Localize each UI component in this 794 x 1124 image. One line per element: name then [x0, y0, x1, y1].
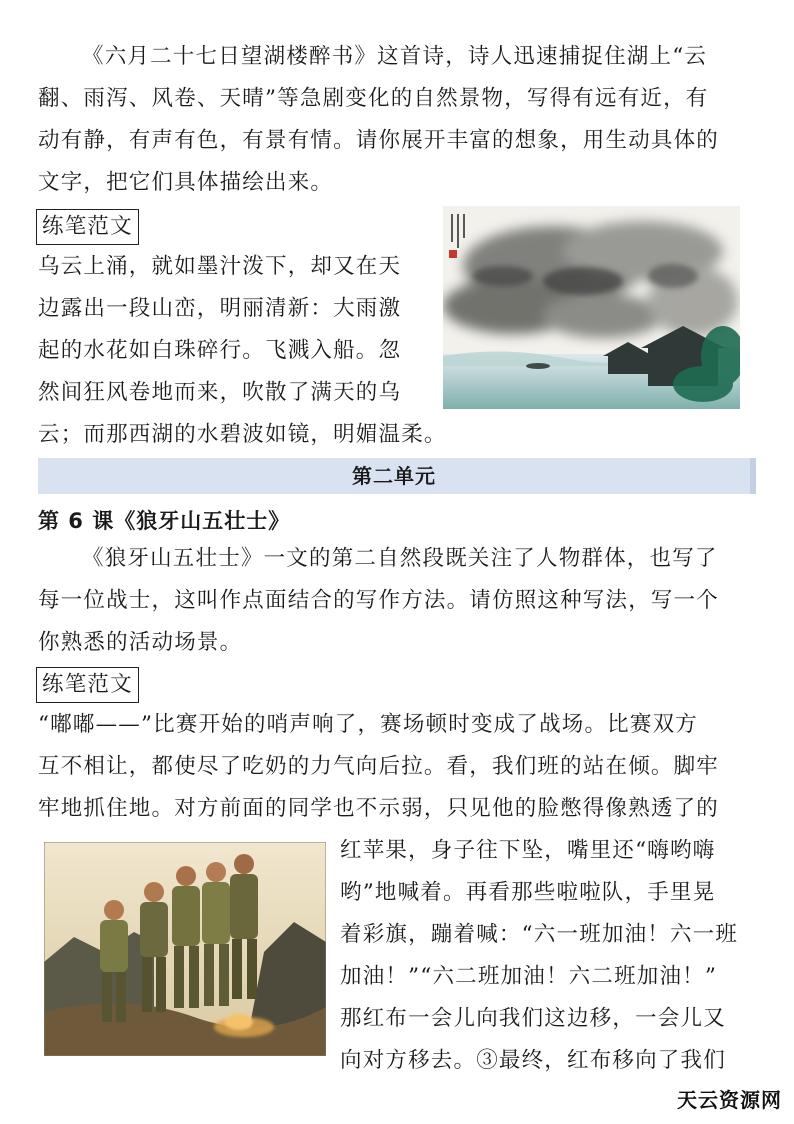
practice-label: 练笔范文 [36, 667, 139, 703]
essay-line: 乌云上涌，就如墨汁泼下，却又在天 [38, 254, 402, 279]
essay-line: 哟”地喊着。再看那些啦啦队，手里晃 [340, 880, 716, 905]
essay-line: 然间狂风卷地而来，吹散了满天的乌 [38, 380, 402, 405]
section2-essay [38, 704, 756, 830]
essay-line: 互不相让，都使尽了吃奶的力气向后拉。看，我们班的站在倾。脚牢 [38, 754, 720, 779]
essay-line: “嘟嘟——”比赛开始的哨声响了，赛场顿时变成了战场。比赛双方 [38, 712, 698, 737]
section2-essay-side [340, 830, 754, 1082]
lake-painting-image [443, 206, 740, 409]
essay-line: 牢地抓住地。对方前面的同学也不示弱，只见他的脸憋得像熟透了的 [38, 796, 720, 821]
section2-intro [38, 538, 756, 664]
section1-essay [38, 246, 458, 456]
intro-line: 《六月二十七日望湖楼醉书》这首诗，诗人迅速捕捉住湖上“云 [82, 44, 708, 69]
intro-line: 《狼牙山五壮士》一文的第二自然段既关注了人物群体，也写了 [82, 546, 718, 571]
essay-line: 那红布一会儿向我们这边移，一会儿又 [340, 1006, 726, 1031]
essay-line: 加油！”“六二班加油！六二班加油！” [340, 964, 718, 989]
practice-label: 练笔范文 [36, 209, 139, 245]
essay-line: 起的水花如白珠碎行。飞溅入船。忽 [38, 338, 402, 363]
section1-intro [38, 36, 756, 204]
intro-line: 文字，把它们具体描绘出来。 [38, 170, 334, 195]
lesson-title: 第 6 课《狼牙山五壮士》 [38, 509, 291, 533]
unit-banner: 第二单元 [38, 458, 756, 494]
essay-line: 向对方移去。③最终，红布移向了我们 [340, 1048, 726, 1073]
essay-line: 红苹果，身子往下坠，嘴里还“嗨哟嗨 [340, 838, 716, 863]
intro-line: 每一位战士，这叫作点面结合的写作方法。请仿照这种写法，写一个 [38, 588, 720, 613]
intro-line: 翻、雨泻、风卷、天晴”等急剧变化的自然景物，写得有远有近，有 [38, 86, 709, 111]
footer-watermark: 天云资源网 [677, 1088, 782, 1112]
essay-line: 着彩旗，蹦着喊：“六一班加油！六一班 [340, 922, 739, 947]
essay-line: 边露出一段山峦，明丽清新：大雨激 [38, 296, 402, 321]
soldiers-illustration-image [44, 842, 326, 1056]
essay-line: 云；而那西湖的水碧波如镜，明媚温柔。 [38, 422, 447, 447]
intro-line: 动有静，有声有色，有景有情。请你展开丰富的想象，用生动具体的 [38, 128, 720, 153]
intro-line: 你熟悉的活动场景。 [38, 630, 243, 655]
